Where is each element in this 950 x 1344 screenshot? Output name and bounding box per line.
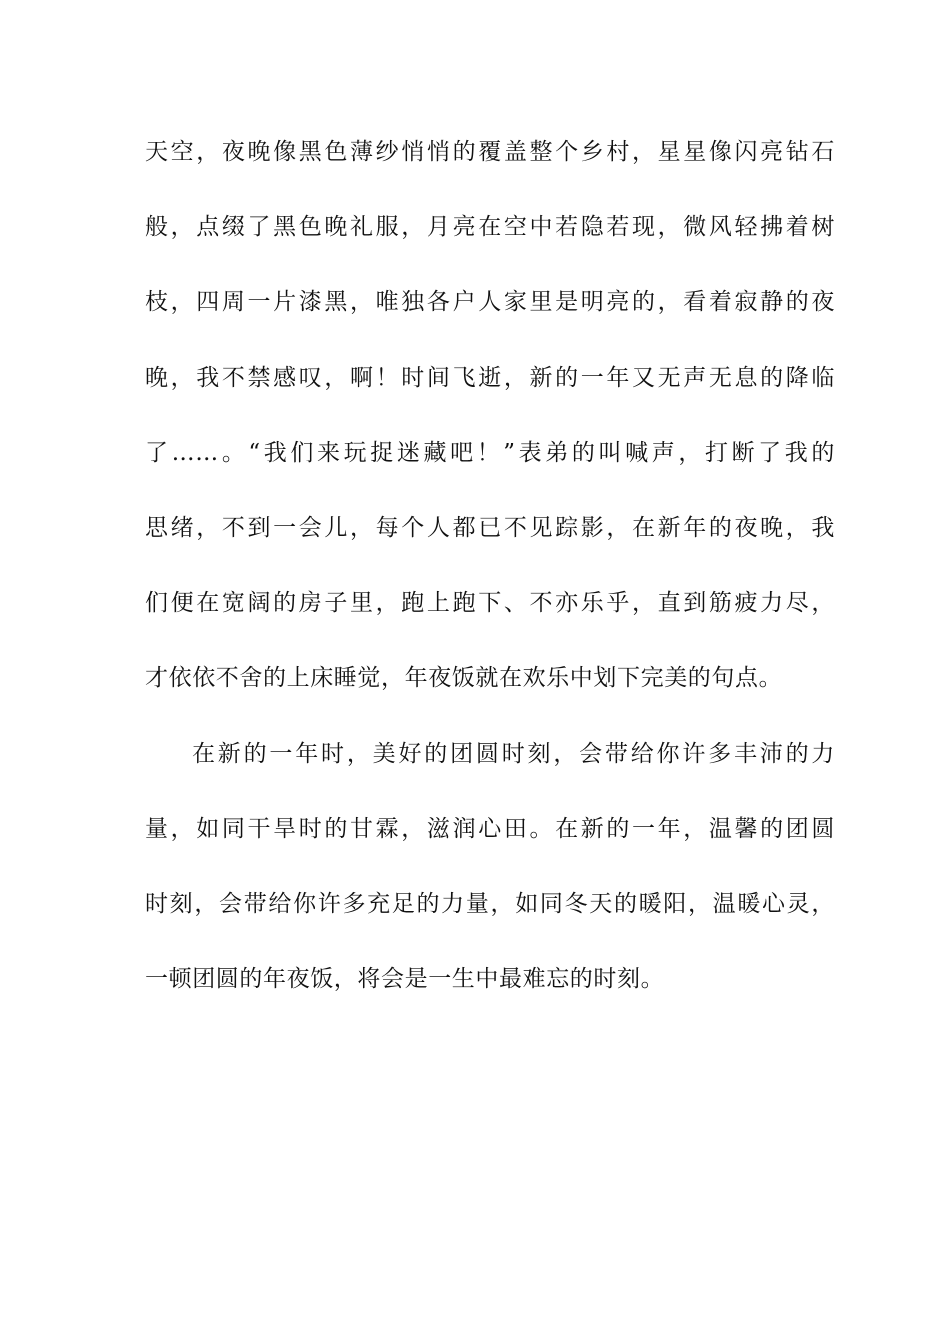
text-line-11: 时刻，会带给你许多充足的力量，如同冬天的暖阳，温暖心灵， bbox=[145, 890, 835, 917]
text-line-12: 一顿团圆的年夜饭，将会是一生中最难忘的时刻。 bbox=[145, 966, 665, 993]
text-line-6: 思绪，不到一会儿，每个人都已不见踪影，在新年的夜晚，我 bbox=[145, 514, 835, 541]
text-line-10: 量，如同干旱时的甘霖，滋润心田。在新的一年，温馨的团圆 bbox=[145, 815, 835, 842]
text-line-3: 枝，四周一片漆黑，唯独各户人家里是明亮的，看着寂静的夜 bbox=[145, 289, 835, 316]
text-line-4: 晚，我不禁感叹，啊！时间飞逝，新的一年又无声无息的降临 bbox=[145, 364, 835, 391]
text-line-2: 般，点缀了黑色晚礼服，月亮在空中若隐若现，微风轻拂着树 bbox=[145, 214, 835, 241]
body-text bbox=[145, 134, 835, 999]
text-line-8: 才依依不舍的上床睡觉，年夜饭就在欢乐中划下完美的句点。 bbox=[145, 665, 783, 692]
text-line-5: 了……。“我们来玩捉迷藏吧！”表弟的叫喊声，打断了我的 bbox=[145, 439, 835, 466]
text-line-9: 在新的一年时，美好的团圆时刻，会带给你许多丰沛的力 bbox=[192, 740, 835, 767]
text-line-1: 天空，夜晚像黑色薄纱悄悄的覆盖整个乡村，星星像闪亮钻石 bbox=[145, 139, 835, 165]
text-line-7: 们便在宽阔的房子里，跑上跑下、不亦乐乎，直到筋疲力尽， bbox=[145, 590, 835, 617]
